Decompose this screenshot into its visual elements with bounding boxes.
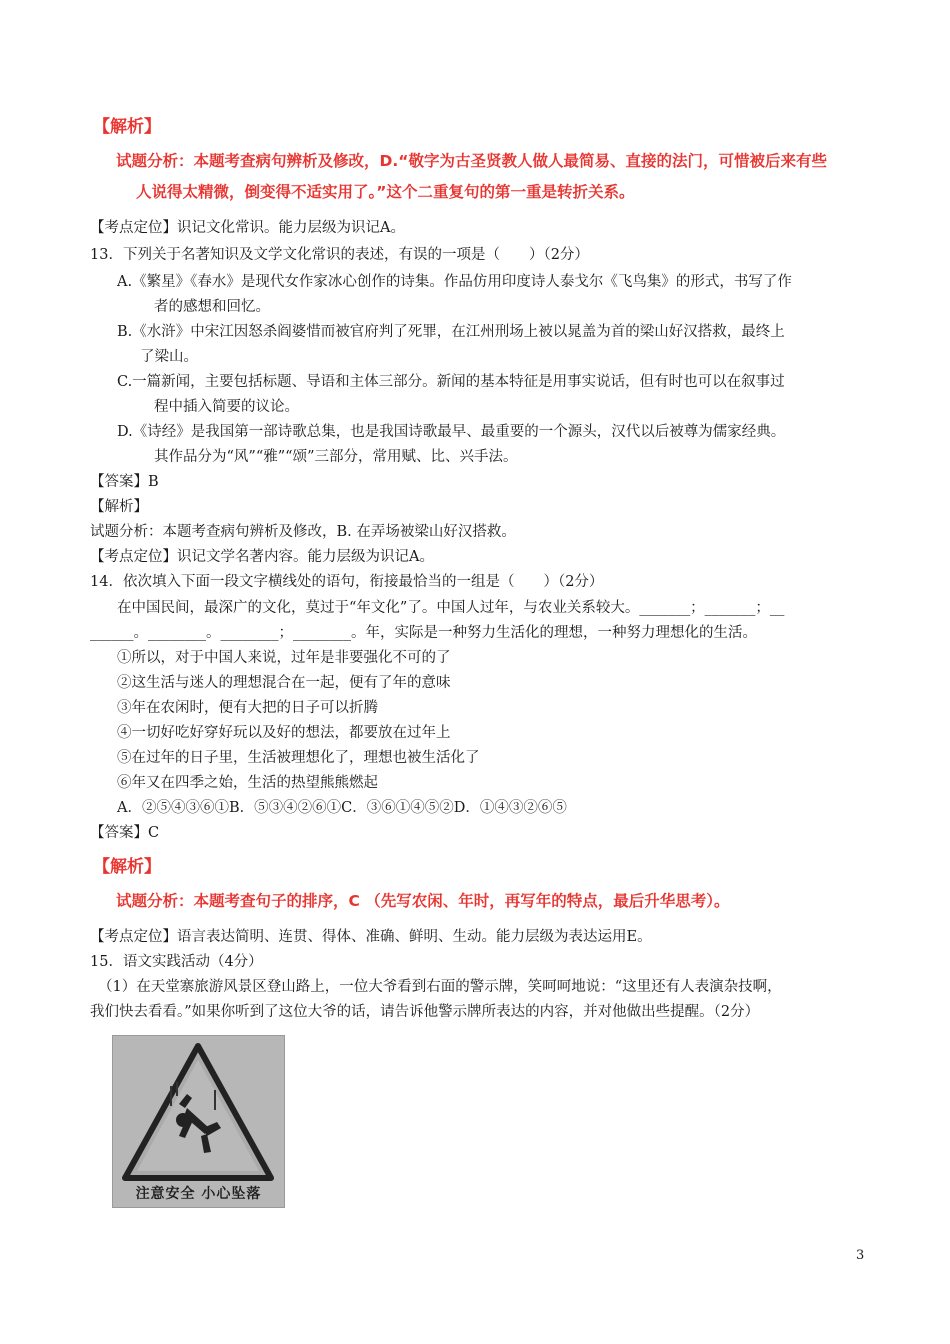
q14-answer: 【答案】C (90, 825, 160, 841)
q13-stem: 13．下列关于名著知识及文学文化常识的表述，有误的一项是（ ）（2分） (90, 247, 589, 263)
warning-sign-image (112, 1035, 285, 1208)
q14-item-3: ③年在农闲时，便有大把的日子可以折腾 (117, 700, 378, 716)
q14-options: A．②⑤④③⑥①B．⑤③④②⑥①C．③⑥①④⑤②D．①④③②⑥⑤ (117, 800, 567, 816)
q14-item-6: ⑥年又在四季之始，生活的热望熊熊燃起 (117, 775, 378, 791)
q14-analysis-heading: 【解析】 (93, 857, 161, 877)
sign-caption: 注意安全 小心坠落 (135, 1186, 262, 1202)
q13-kaodian: 【考点定位】识记文学名著内容。能力层级为识记A。 (90, 549, 434, 565)
q13-option-c: C.一篇新闻，主要包括标题、导语和主体三部分。新闻的基本特征是用事实说话，但有时也可以在叙事过 (117, 374, 785, 390)
q13-option-d: D.《诗经》是我国第一部诗歌总集，也是我国诗歌最早、最重要的一个源头，汉代以后被尊为儒家经典。 (117, 424, 786, 440)
q14-stem: 14．依次填入下面一段文字横线处的语句，衔接最恰当的一组是（ ）（2分） (90, 574, 604, 590)
q12-analysis-line-2: 人说得太精微，倒变得不适实用了。”这个二重复句的第一重是转折关系。 (136, 183, 635, 201)
q13-option-c-cont: 程中插入简要的议论。 (154, 399, 299, 415)
q13-option-b-cont: 了梁山。 (140, 349, 198, 365)
q14-kaodian: 【考点定位】语言表达简明、连贯、得体、准确、鲜明、生动。能力层级为表达运用E。 (90, 929, 652, 945)
q14-item-1: ①所以，对于中国人来说，过年是非要强化不可的了 (117, 650, 451, 666)
q12-analysis-heading: 【解析】 (93, 117, 161, 137)
q12-kaodian: 【考点定位】识记文化常识。能力层级为识记A。 (90, 220, 405, 236)
q12-analysis-line-1: 试题分析：本题考查病句辨析及修改，D.“敬字为古圣贤教人做人最简易、直接的法门，可惜被后来有些 (116, 152, 827, 170)
q15-part1-line-1: （1）在天堂寨旅游风景区登山路上，一位大爷看到右面的警示牌，笑呵呵地说：“这里还有人表演杂技啊， (98, 979, 782, 995)
page-number: 3 (856, 1248, 865, 1263)
q14-item-4: ④一切好吃好穿好玩以及好的想法，都要放在过年上 (117, 725, 451, 741)
q13-option-a-cont: 者的感想和回忆。 (154, 299, 270, 315)
q14-item-2: ②这生活与迷人的理想混合在一起，便有了年的意味 (117, 675, 451, 691)
q13-analysis: 试题分析：本题考查病句辨析及修改，B. 在弄场被梁山好汉搭救。 (90, 524, 516, 540)
q14-analysis: 试题分析：本题考查句子的排序，C （先写农闲、年时，再写年的特点，最后升华思考）。 (116, 892, 730, 910)
q14-passage-line-2: ______。________。________；________。年，实际是一种努力生活化的理想，一种努力理想化的生活。 (90, 625, 757, 641)
q13-analysis-heading: 【解析】 (90, 499, 148, 515)
q15-stem: 15．语文实践活动（4分） (90, 954, 263, 970)
q13-option-d-cont: 其作品分为“风”“雅”“颂”三部分，常用赋、比、兴手法。 (154, 449, 518, 465)
q13-option-b: B.《水浒》中宋江因怒杀阎婆惜而被官府判了死罪，在江州刑场上被以晁盖为首的梁山好汉搭救，最终上 (117, 324, 785, 340)
q14-passage-line-1: 在中国民间，最深广的文化，莫过于“年文化”了。中国人过年，与农业关系较大。_______；_______；__ (117, 600, 785, 616)
q14-item-5: ⑤在过年的日子里，生活被理想化了，理想也被生活化了 (117, 750, 480, 766)
q13-option-a: A.《繁星》《春水》是现代女作家冰心创作的诗集。作品仿用印度诗人泰戈尔《飞鸟集》的形式，书写了作 (117, 274, 792, 290)
falling-person-warning-icon (113, 1036, 284, 1207)
q13-answer: 【答案】B (90, 474, 159, 490)
q15-part1-line-2: 我们快去看看。”如果你听到了这位大爷的话，请告诉他警示牌所表达的内容，并对他做出些提醒。（2分） (90, 1004, 760, 1020)
